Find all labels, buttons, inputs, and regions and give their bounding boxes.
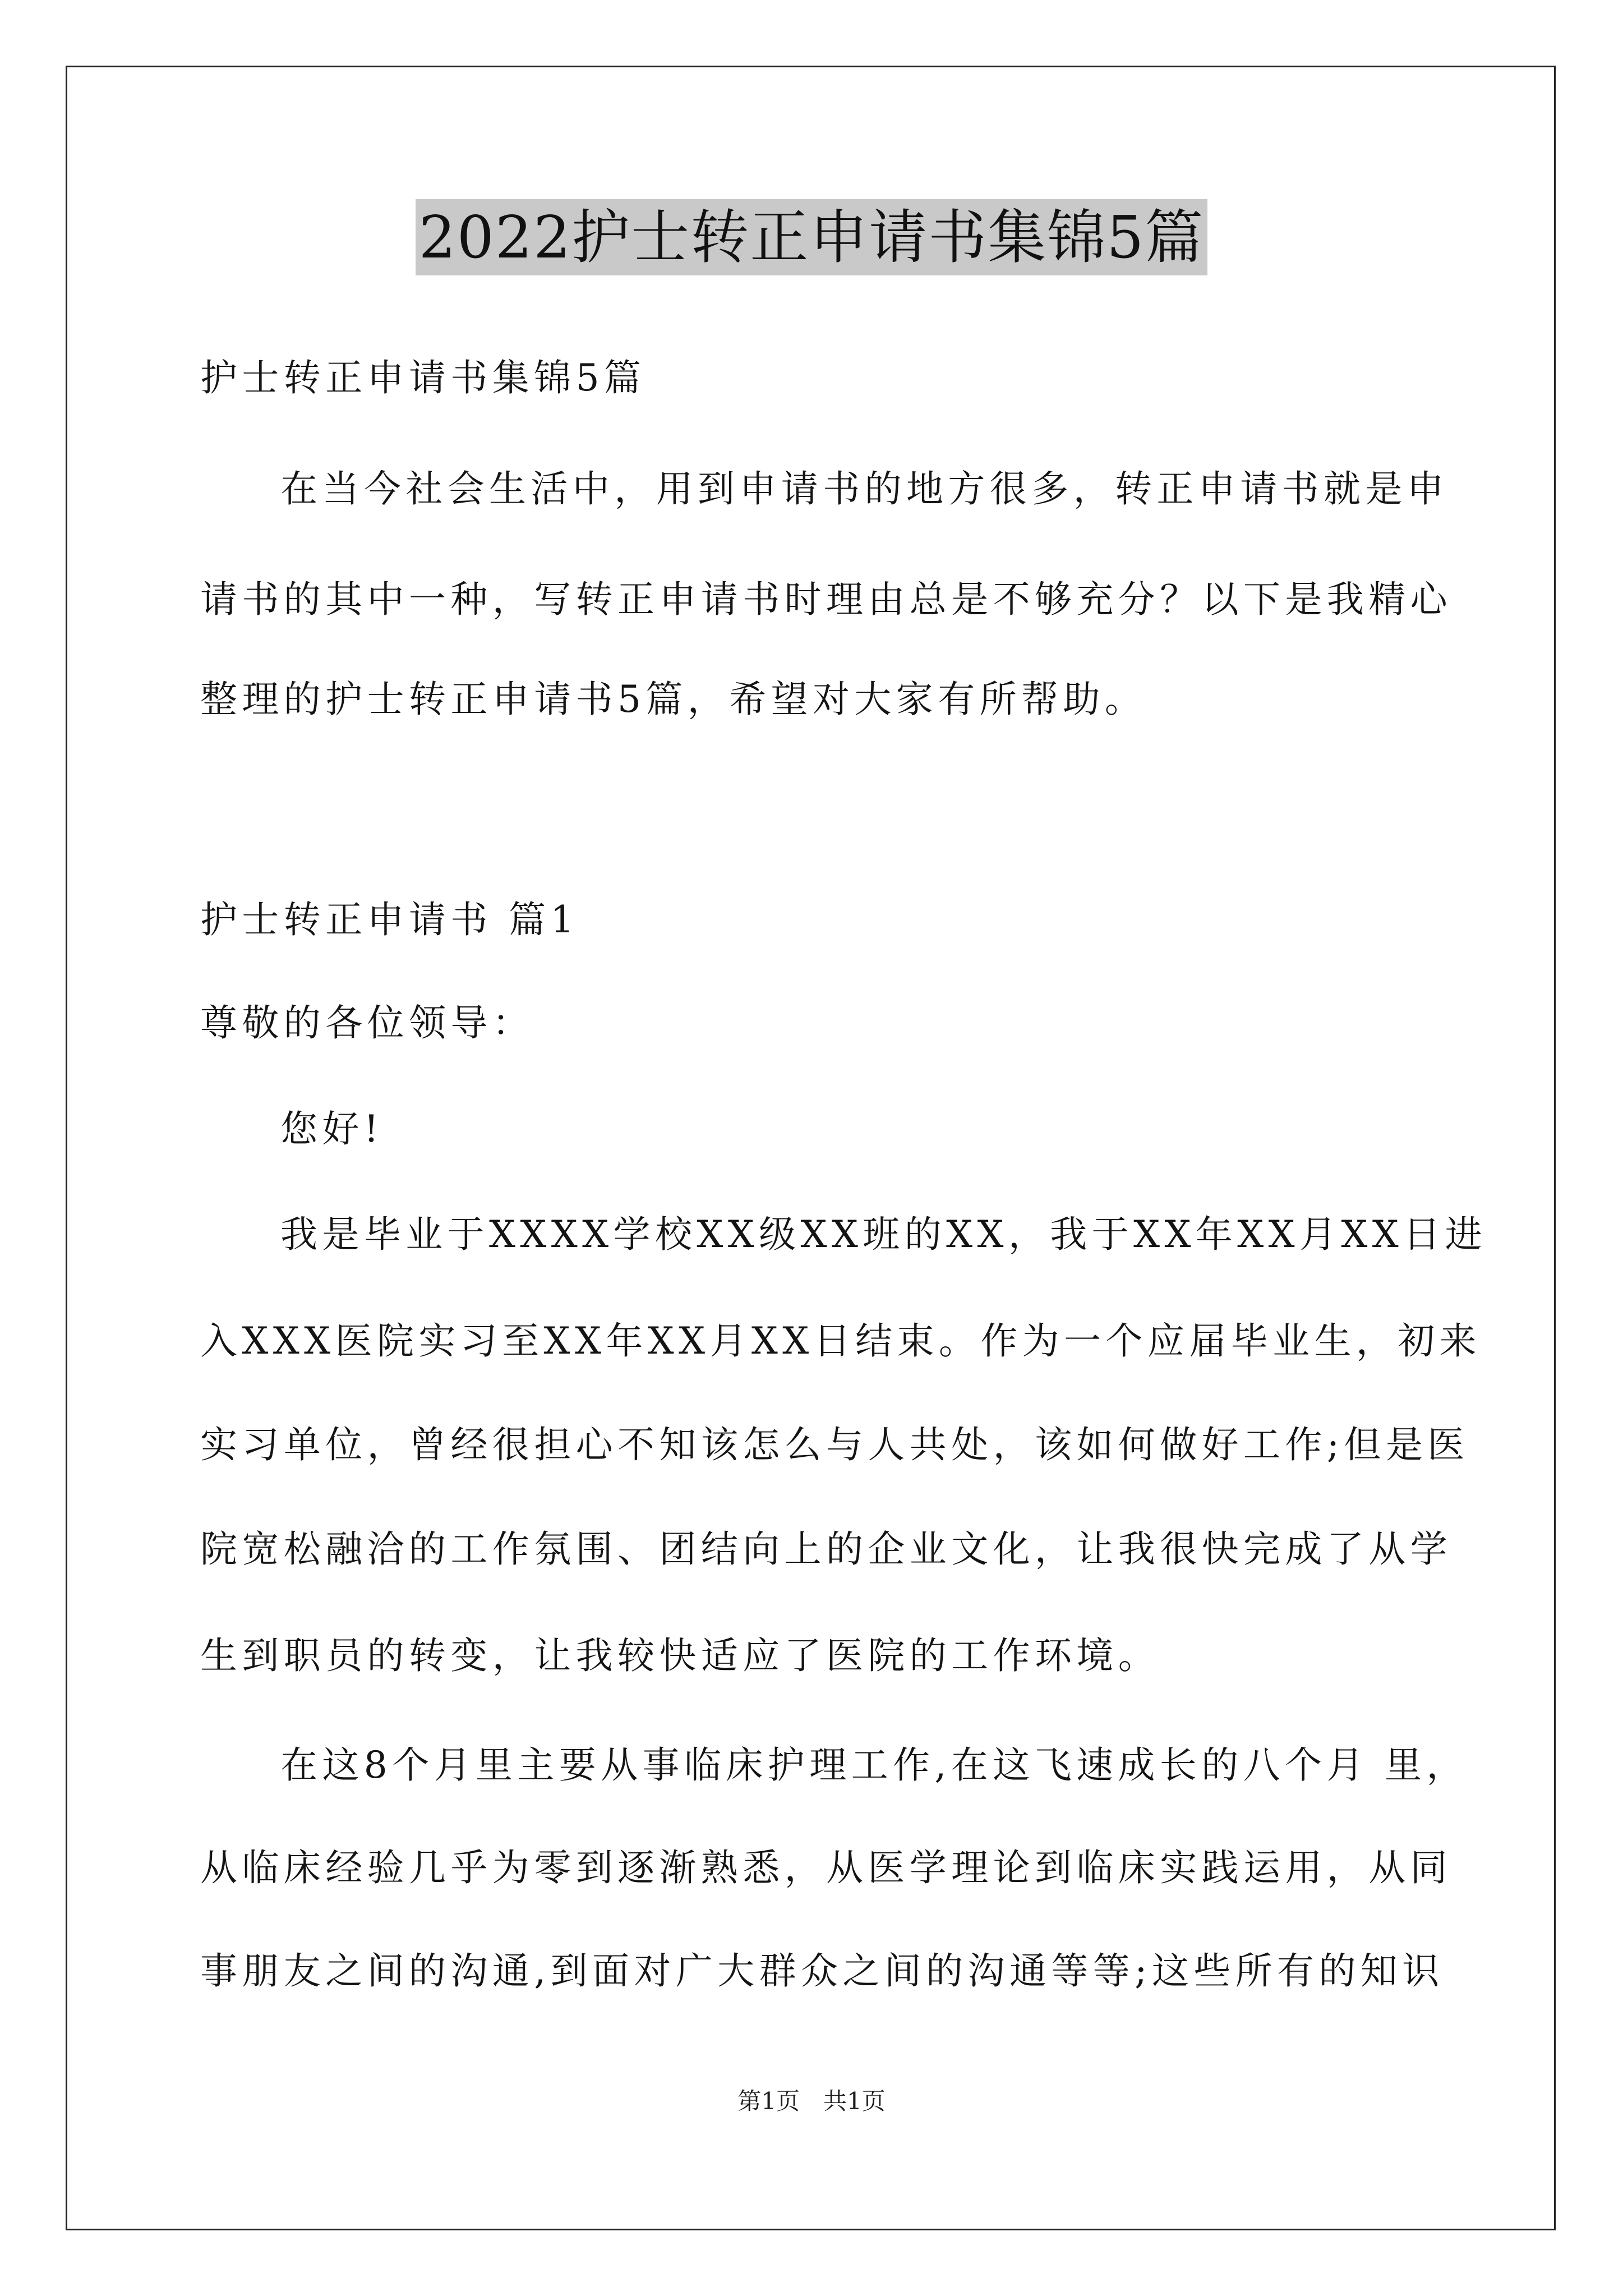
document-subtitle: 护士转正申请书集锦5篇 — [200, 356, 646, 399]
paragraph-line: 我是毕业于XXXX学校XX级XX班的XX，我于XX年XX月XX日进 — [280, 1213, 1487, 1256]
document-title: 2022护士转正申请书集锦5篇 — [416, 199, 1208, 275]
greeting: 您好! — [280, 1107, 384, 1151]
intro-line: 在当今社会生活中，用到申请书的地方很多，转正申请书就是申 — [280, 467, 1449, 510]
paragraph-line: 事朋友之间的沟通,到面对广大群众之间的沟通等等;这些所有的知识 — [200, 1949, 1444, 1993]
paragraph-line: 在这8个月里主要从事临床护理工作,在这飞速成长的八个月 里， — [280, 1743, 1468, 1787]
intro-line: 请书的其中一种，写转正申请书时理由总是不够充分？以下是我精心 — [200, 578, 1452, 621]
paragraph-line: 生到职员的转变，让我较快适应了医院的工作环境。 — [200, 1634, 1160, 1677]
intro-line: 整理的护士转正申请书5篇，希望对大家有所帮助。 — [200, 678, 1147, 721]
paragraph-line: 实习单位，曾经很担心不知该怎么与人共处，该如何做好工作;但是医 — [200, 1423, 1469, 1466]
page-footer: 第1页 共1页 — [737, 2087, 886, 2115]
section-heading: 护士转正申请书 篇1 — [200, 898, 579, 941]
title-block — [0, 199, 1623, 275]
salutation: 尊敬的各位领导： — [200, 1001, 534, 1045]
paragraph-line: 从临床经验几乎为零到逐渐熟悉，从医学理论到临床实践运用，从同 — [200, 1846, 1452, 1889]
paragraph-line: 入XXX医院实习至XX年XX月XX日结束。作为一个应届毕业生，初来 — [200, 1319, 1482, 1363]
paragraph-line: 院宽松融洽的工作氛围、团结向上的企业文化，让我很快完成了从学 — [200, 1527, 1452, 1571]
